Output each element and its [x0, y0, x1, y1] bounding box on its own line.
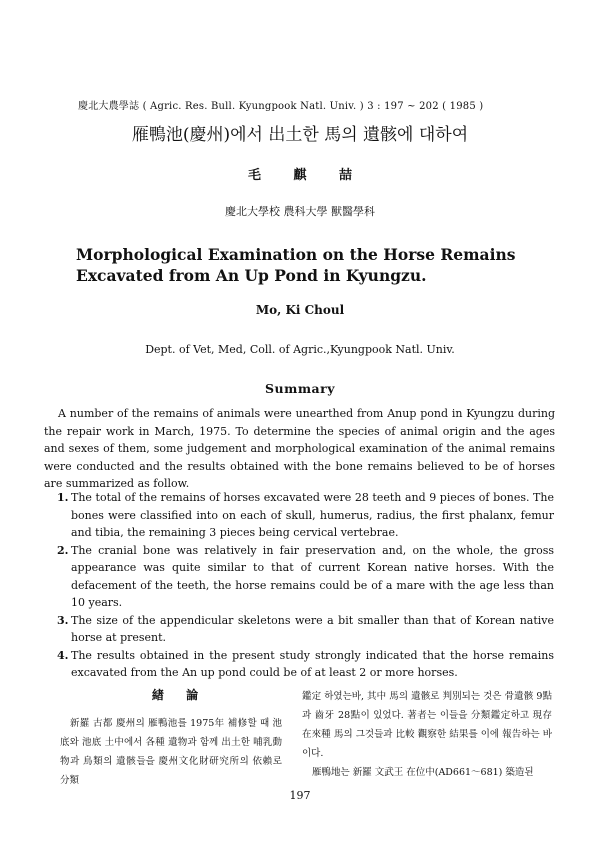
summary-heading: Summary [264, 381, 336, 396]
korean-author: 毛 麒 喆 [247, 168, 353, 183]
summary-item [57, 542, 554, 612]
section-heading-introduction: 緖 論 [151, 688, 199, 702]
body-paragraph: 雁鴨地는 新羅 文武王 在位中(AD661～681) 築造된 [312, 767, 534, 778]
journal-citation: 慶北大農學誌 ( Agric. Res. Bull. Kyungpook Natl. Univ. ) 3 : 197 ~ 202 ( 1985 ) [78, 101, 484, 112]
body-paragraph: 鑑定 하였는바, 其中 馬의 遺骸로 判別되는 것은 骨遺骸 9點과 齒牙 28點이 있었다. 著者는 이들을 分類鑑定하고 現存 在來種 馬의 그것들과 比較 觀察한 結果를 이에 報告하는 바이다. [302, 691, 552, 759]
summary-item-number: 2. [57, 543, 69, 557]
summary-item [57, 489, 554, 542]
summary-item-text: The results obtained in the present study strongly indicated that the horse remains excavated from the An up pond could be of at least 2 or more horses. [71, 648, 554, 679]
english-author: Mo, Ki Choul [255, 303, 345, 317]
summary-item-number: 3. [57, 613, 69, 627]
summary-item [57, 647, 554, 682]
summary-item-number: 1. [57, 491, 69, 504]
body-right-column [302, 687, 552, 782]
body-left-column [60, 714, 282, 790]
korean-title: 雁鴨池(慶州)에서 出土한 馬의 遺骸에 대하여 [131, 125, 469, 145]
summary-item-number: 4. [57, 648, 69, 662]
page-number: 197 [289, 789, 311, 802]
summary-intro-text: A number of the remains of animals were unearthed from Anup pond in Kyungzu during the repair work in March, 1975. To determine the species of animal origin and the ages and sexes of them, some judgement and morphological examination of the animal remains were conducted and the results obtained with the bone remains believed to be of horses are summarized as follow. [44, 407, 555, 490]
summary-intro [44, 405, 555, 493]
summary-item-text: The size of the appendicular skeletons were a bit smaller than that of Korean native horse at present. [71, 613, 554, 644]
summary-list [57, 489, 554, 682]
summary-item [57, 612, 554, 647]
body-paragraph: 新羅 古都 慶州의 雁鴨池를 1975年 補修할 때 池底와 池底 土中에서 各種 遺物과 함께 出土한 哺乳動物과 鳥類의 遺骸들을 慶州文化財研究所의 依賴로 分類 [60, 718, 282, 786]
english-title: Morphological Examination on the Horse Remains Excavated from An Up Pond in Kyungzu. [76, 245, 516, 285]
summary-item-text: The total of the remains of horses excavated were 28 teeth and 9 pieces of bones. The bones were classified into on each of skull, humerus, radius, the first phalanx, femur and tibia, the remaining 3 pieces being cervical vertebrae. [71, 491, 554, 539]
korean-affiliation: 慶北大學校 農科大學 獸醫學科 [225, 205, 375, 218]
summary-item-text: The cranial bone was relatively in fair preservation and, on the whole, the gross appearance was quite similar to that of current Korean native horses. With the defacement of the teeth, the horse remains could be of a mare with the age less than 10 years. [71, 543, 554, 609]
english-affiliation: Dept. of Vet, Med, Coll. of Agric.,Kyungpook Natl. Univ. [145, 343, 455, 356]
